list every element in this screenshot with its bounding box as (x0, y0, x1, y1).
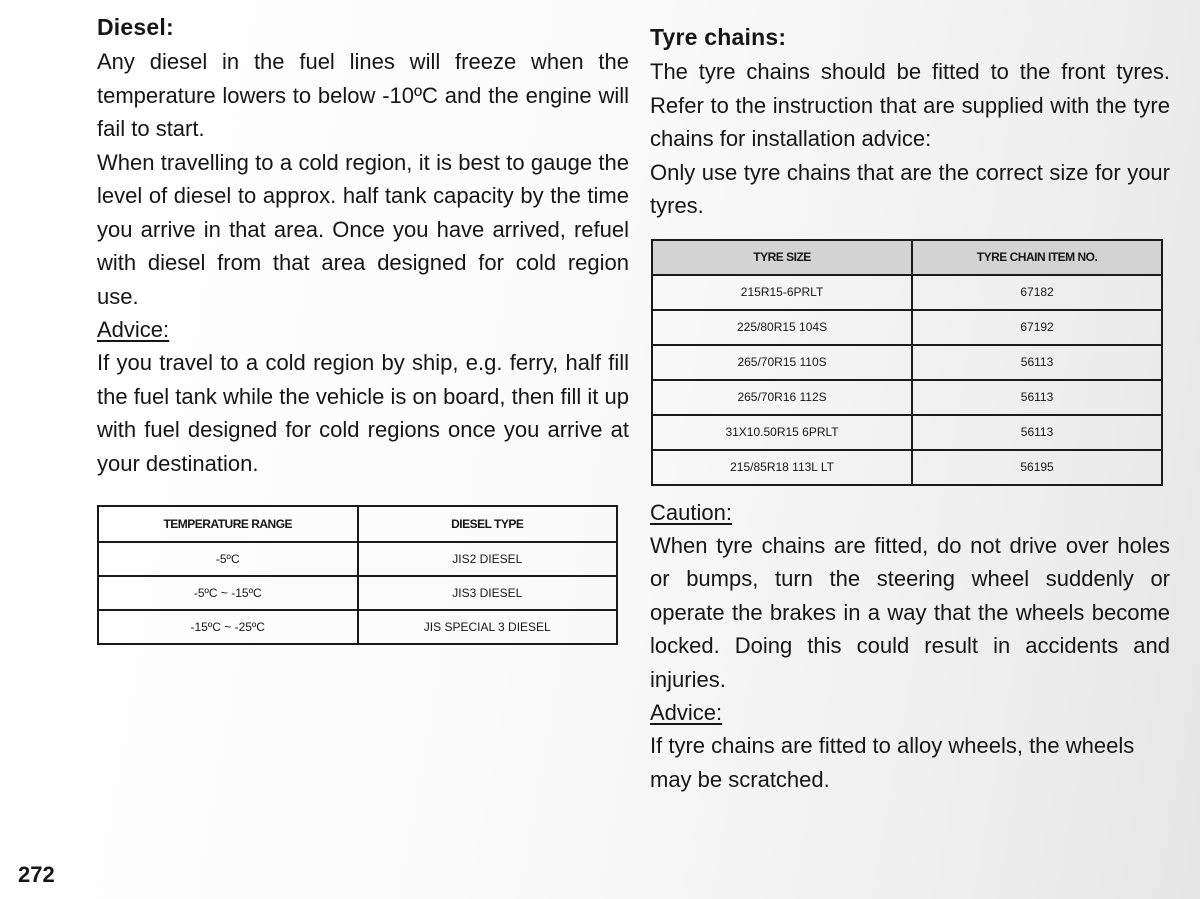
tyre-chains-heading: Tyre chains: (650, 24, 787, 50)
chain-item-cell: 56113 (912, 415, 1162, 450)
diesel-advice-text: If you travel to a cold region by ship, e.g. ferry, half fill the fuel tank while the vehicle is on board, then fill it up with fuel designed for cold regions once you arrive at your destination. (97, 350, 629, 476)
table-row (98, 542, 617, 576)
diesel-temperature-table (97, 505, 618, 645)
page-number: 272 (18, 862, 55, 887)
chain-item-cell: 56195 (912, 450, 1162, 485)
chain-item-cell: 67182 (912, 275, 1162, 310)
tyre-size-header: TYRE SIZE (652, 240, 912, 275)
caution-text: When tyre chains are fitted, do not drive over holes or bumps, turn the steering wheel suddenly or operate the brakes in a way that the wheels become locked. Doing this could result in accidents and injuries. (650, 532, 1170, 692)
table-row (652, 275, 1162, 310)
temperature-range-header: TEMPERATURE RANGE (98, 506, 358, 542)
table-row (98, 610, 617, 644)
tyre-chains-paragraph-fitting: The tyre chains should be fitted to the front tyres. Refer to the instruction that are supplied with the tyre chains for installation advice: (650, 59, 1170, 151)
tyre-chain-item-header: TYRE CHAIN ITEM NO. (912, 240, 1162, 275)
diesel-paragraph-freeze: Any diesel in the fuel lines will freeze when the temperature lowers to below -10ºC and the engine will fail to start. (97, 49, 629, 141)
table-row (652, 345, 1162, 380)
diesel-advice-heading: Advice: (97, 317, 170, 342)
caution-heading: Caution: (650, 499, 732, 525)
diesel-paragraph-cold-region: When travelling to a cold region, it is best to gauge the level of diesel to approx. half tank capacity by the time you arrive in that area. Once you have arrived, refuel with diesel from that area designed for cold region use. (97, 149, 629, 309)
tyre-size-cell: 265/70R16 112S (652, 380, 912, 415)
tyre-chains-paragraph-size: Only use tyre chains that are the correct size for your tyres. (650, 159, 1170, 218)
chain-item-cell: 67192 (912, 310, 1162, 345)
diesel-type-header: DIESEL TYPE (358, 506, 618, 542)
temperature-range-cell: -15ºC ~ -25ºC (98, 610, 358, 644)
table-row (652, 380, 1162, 415)
diesel-section (97, 14, 629, 480)
tyre-chains-advice-text: If tyre chains are fitted to alloy wheels, the wheels may be scratched. (650, 733, 1135, 792)
chain-item-cell: 56113 (912, 380, 1162, 415)
tyre-size-cell: 31X10.50R15 6PRLT (652, 415, 912, 450)
tyre-chains-advice-heading: Advice: (650, 700, 723, 725)
table-row (652, 450, 1162, 485)
table-row (652, 415, 1162, 450)
diesel-type-cell: JIS3 DIESEL (358, 576, 618, 610)
temperature-range-cell: -5ºC (98, 542, 358, 576)
tyre-size-cell: 225/80R15 104S (652, 310, 912, 345)
temperature-range-cell: -5ºC ~ -15ºC (98, 576, 358, 610)
table-header-row (98, 506, 617, 542)
table-row (652, 310, 1162, 345)
chain-item-cell: 56113 (912, 345, 1162, 380)
table-row (98, 576, 617, 610)
tyre-chain-table (651, 239, 1163, 486)
tyre-size-cell: 215R15-6PRLT (652, 275, 912, 310)
diesel-type-cell: JIS SPECIAL 3 DIESEL (358, 610, 618, 644)
tyre-size-cell: 215/85R18 113L LT (652, 450, 912, 485)
table-header-row (652, 240, 1162, 275)
tyre-chains-section (650, 24, 1170, 796)
diesel-heading: Diesel: (97, 14, 174, 40)
diesel-type-cell: JIS2 DIESEL (358, 542, 618, 576)
tyre-size-cell: 265/70R15 110S (652, 345, 912, 380)
